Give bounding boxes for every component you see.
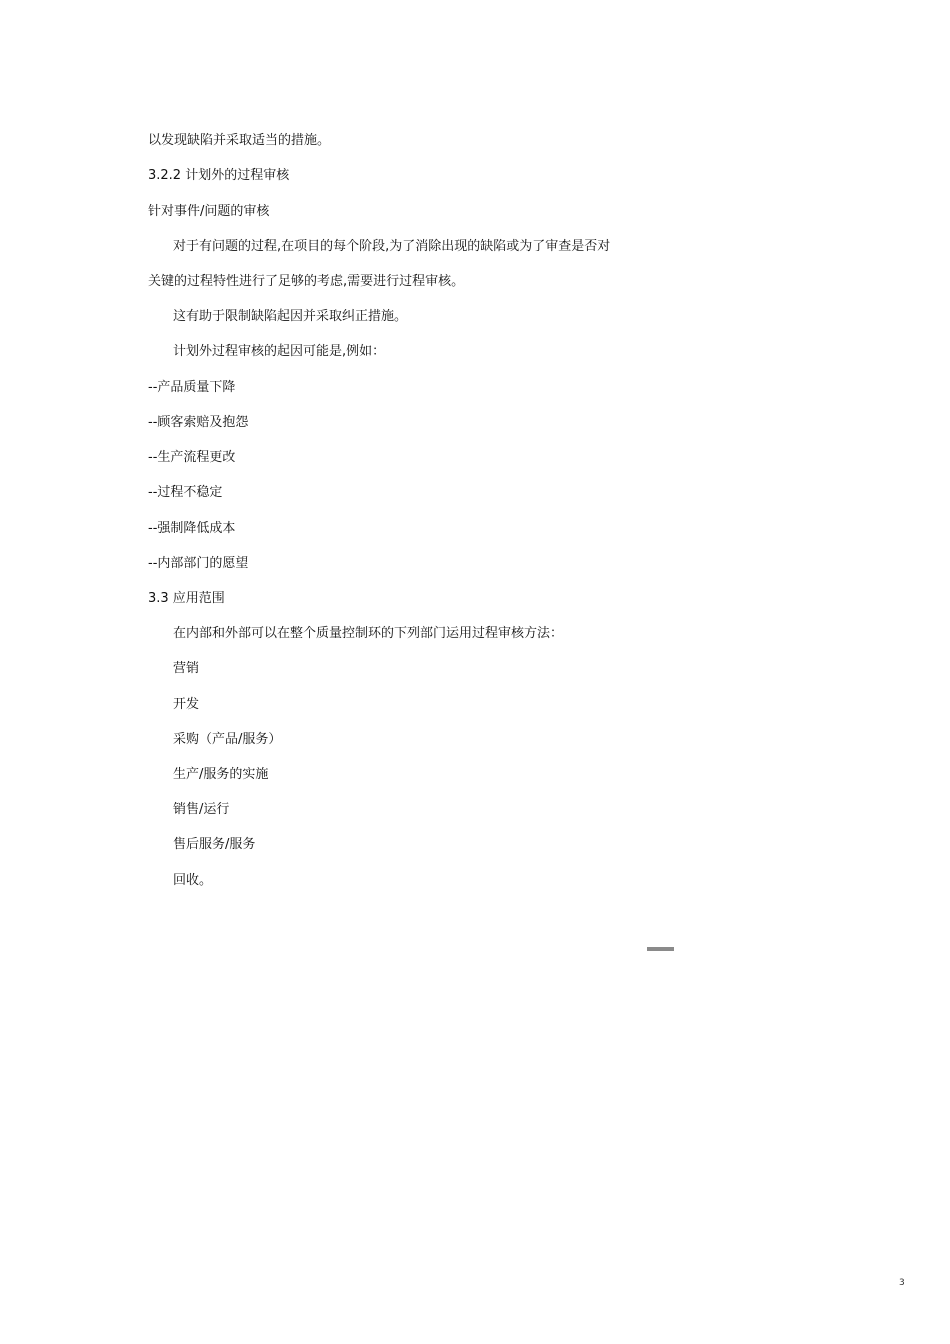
list-item-customer-complaints: --顾客索赔及抱怨 [148, 415, 249, 430]
paragraph-line-1: 对于有问题的过程,在项目的每个阶段,为了消除出现的缺陷或为了审查是否对 [173, 239, 611, 254]
scope-item-sales: 销售/运行 [173, 802, 230, 817]
scope-item-recycling: 回收。 [173, 873, 213, 888]
section-heading-3-2-2: 3.2.2 计划外的过程审核 [148, 168, 290, 183]
paragraph-causes-intro: 计划外过程审核的起因可能是,例如： [173, 344, 386, 359]
scope-item-procurement: 采购（产品/服务） [173, 732, 282, 747]
list-item-cost-reduction: --强制降低成本 [148, 521, 236, 536]
page-break-marker [647, 947, 674, 951]
list-item-internal-request: --内部部门的愿望 [148, 556, 249, 571]
scope-item-production: 生产/服务的实施 [173, 767, 269, 782]
paragraph-line-2: 关键的过程特性进行了足够的考虑,需要进行过程审核。 [148, 274, 465, 289]
page-number: 3 [899, 1278, 905, 1288]
paragraph-application-scope: 在内部和外部可以在整个质量控制环的下列部门运用过程审核方法： [173, 626, 564, 641]
scope-item-development: 开发 [173, 697, 200, 712]
scope-item-marketing: 营销 [173, 661, 200, 676]
list-item-process-change: --生产流程更改 [148, 450, 236, 465]
paragraph-corrective-measures: 这有助于限制缺陷起因并采取纠正措施。 [173, 309, 408, 324]
section-heading-3-3: 3.3 应用范围 [148, 591, 225, 606]
text-line-continuation: 以发现缺陷并采取适当的措施。 [148, 133, 331, 148]
subheading-event-audit: 针对事件/问题的审核 [148, 204, 270, 219]
scope-item-after-sales: 售后服务/服务 [173, 837, 256, 852]
list-item-quality-decline: --产品质量下降 [148, 380, 236, 395]
list-item-process-instability: --过程不稳定 [148, 485, 223, 500]
